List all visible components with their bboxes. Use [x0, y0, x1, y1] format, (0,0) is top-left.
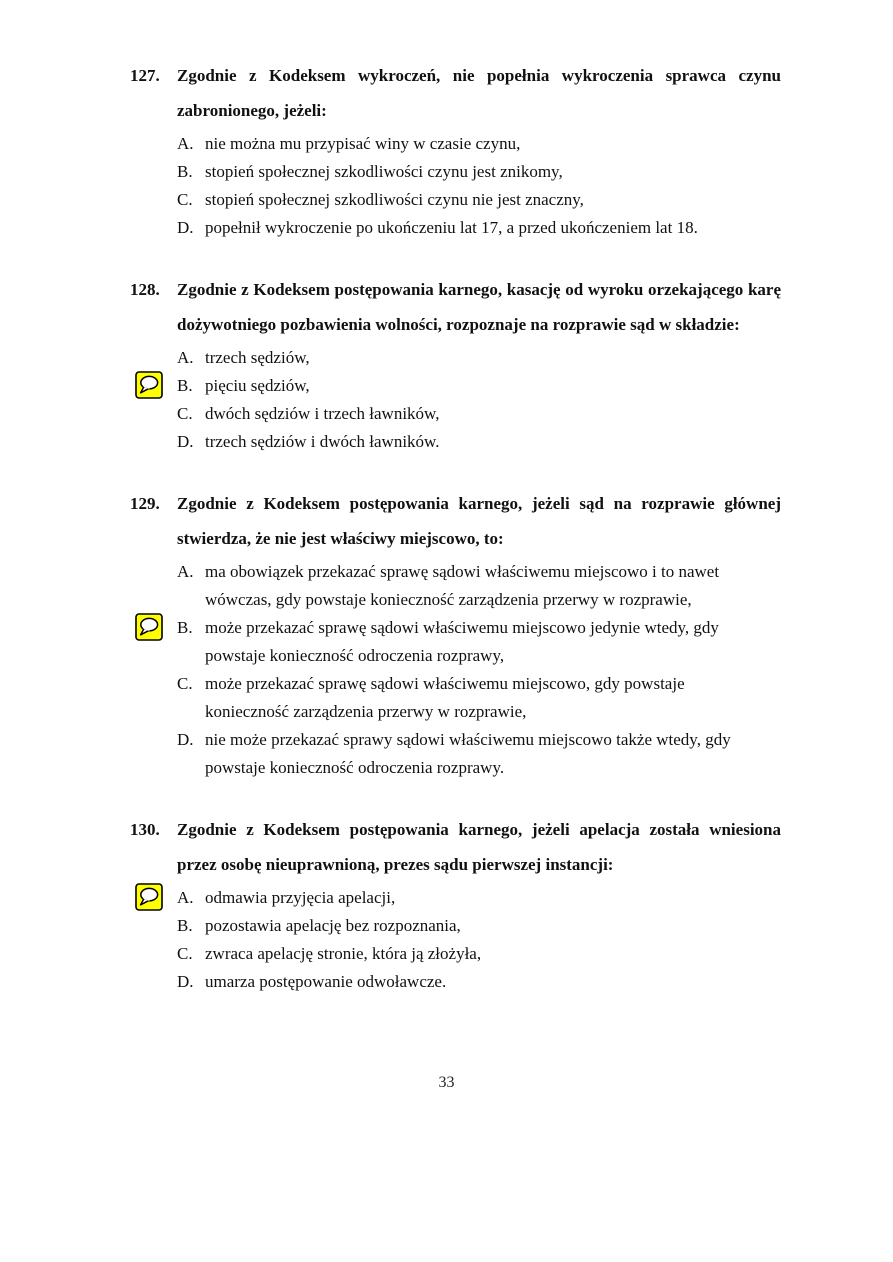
- options-list: [177, 884, 893, 996]
- option-letter: D.: [177, 730, 194, 749]
- option-letter: A.: [177, 348, 194, 367]
- option-text: zwraca apelację stronie, która ją złożyła,: [205, 944, 482, 963]
- questions-list: [0, 58, 893, 996]
- option-c: [177, 186, 735, 214]
- option-letter: C.: [177, 404, 193, 423]
- option-text: stopień społecznej szkodliwości czynu jest znikomy,: [205, 162, 563, 181]
- option-text: stopień społecznej szkodliwości czynu nie jest znaczny,: [205, 190, 584, 209]
- option-letter: C.: [177, 674, 193, 693]
- option-c: [177, 400, 735, 428]
- option-text: może przekazać sprawę sądowi właściwemu miejscowo, gdy powstaje konieczność zarządzenia przerwy w rozprawie,: [205, 674, 685, 721]
- option-c: [177, 940, 735, 968]
- option-text: nie może przekazać sprawy sądowi właściwemu miejscowo także wtedy, gdy powstaje konieczność odroczenia rozprawy.: [205, 730, 731, 777]
- option-text: może przekazać sprawę sądowi właściwemu miejscowo jedynie wtedy, gdy powstaje konieczność odroczenia rozprawy,: [205, 618, 719, 665]
- option-letter: D.: [177, 218, 194, 237]
- question-129: [0, 486, 893, 782]
- option-b: [177, 372, 735, 400]
- options-list: [177, 344, 893, 456]
- option-d: [177, 214, 735, 242]
- question-number: 128.: [130, 280, 160, 299]
- speech-bubble-marker-icon: [135, 371, 163, 399]
- question-128: [0, 272, 893, 456]
- question-text: Zgodnie z Kodeksem postępowania karnego, jeżeli apelacja została wniesiona przez osobę nieuprawnioną, prezes sądu pierwszej instancji:: [177, 820, 781, 874]
- option-letter: B.: [177, 916, 193, 935]
- option-text: odmawia przyjęcia apelacji,: [205, 888, 396, 907]
- option-text: nie można mu przypisać winy w czasie czynu,: [205, 134, 521, 153]
- option-b: [177, 912, 735, 940]
- option-b: [177, 614, 735, 670]
- page-number: 33: [438, 1074, 455, 1091]
- option-letter: B.: [177, 162, 193, 181]
- option-b: [177, 158, 735, 186]
- option-text: popełnił wykroczenie po ukończeniu lat 17, a przed ukończeniem lat 18.: [205, 218, 698, 237]
- option-text: pięciu sędziów,: [205, 376, 310, 395]
- option-c: [177, 670, 735, 726]
- option-d: [177, 428, 735, 456]
- question-number: 127.: [130, 66, 160, 85]
- question-number: 129.: [130, 494, 160, 513]
- options-list: [177, 130, 893, 242]
- question-130: [0, 812, 893, 996]
- option-text: pozostawia apelację bez rozpoznania,: [205, 916, 461, 935]
- option-letter: C.: [177, 190, 193, 209]
- option-letter: D.: [177, 972, 194, 991]
- question-127: [0, 58, 893, 242]
- option-text: ma obowiązek przekazać sprawę sądowi właściwemu miejscowo i to nawet wówczas, gdy powstaje konieczność zarządzenia przerwy w rozprawie,: [205, 562, 720, 609]
- speech-bubble-marker-icon: [135, 613, 163, 641]
- option-text: umarza postępowanie odwoławcze.: [205, 972, 447, 991]
- option-letter: B.: [177, 618, 193, 637]
- option-a: [177, 884, 735, 912]
- question-number: 130.: [130, 820, 160, 839]
- question-text: Zgodnie z Kodeksem postępowania karnego, jeżeli sąd na rozprawie głównej stwierdza, że nie jest właściwy miejscowo, to:: [177, 494, 781, 548]
- option-letter: A.: [177, 134, 194, 153]
- speech-bubble-marker-icon: [135, 883, 163, 911]
- option-text: trzech sędziów,: [205, 348, 310, 367]
- option-text: dwóch sędziów i trzech ławników,: [205, 404, 440, 423]
- option-d: [177, 726, 735, 782]
- question-text: Zgodnie z Kodeksem postępowania karnego, kasację od wyroku orzekającego karę dożywotniego pozbawienia wolności, rozpoznaje na rozprawie sąd w składzie:: [177, 280, 781, 334]
- option-d: [177, 968, 735, 996]
- question-text: Zgodnie z Kodeksem wykroczeń, nie popełnia wykroczenia sprawca czynu zabronionego, jeżeli:: [177, 66, 781, 120]
- option-letter: A.: [177, 888, 194, 907]
- option-letter: B.: [177, 376, 193, 395]
- option-letter: A.: [177, 562, 194, 581]
- option-letter: D.: [177, 432, 194, 451]
- option-a: [177, 344, 735, 372]
- options-list: [177, 558, 893, 782]
- option-letter: C.: [177, 944, 193, 963]
- option-a: [177, 130, 735, 158]
- option-a: [177, 558, 735, 614]
- option-text: trzech sędziów i dwóch ławników.: [205, 432, 440, 451]
